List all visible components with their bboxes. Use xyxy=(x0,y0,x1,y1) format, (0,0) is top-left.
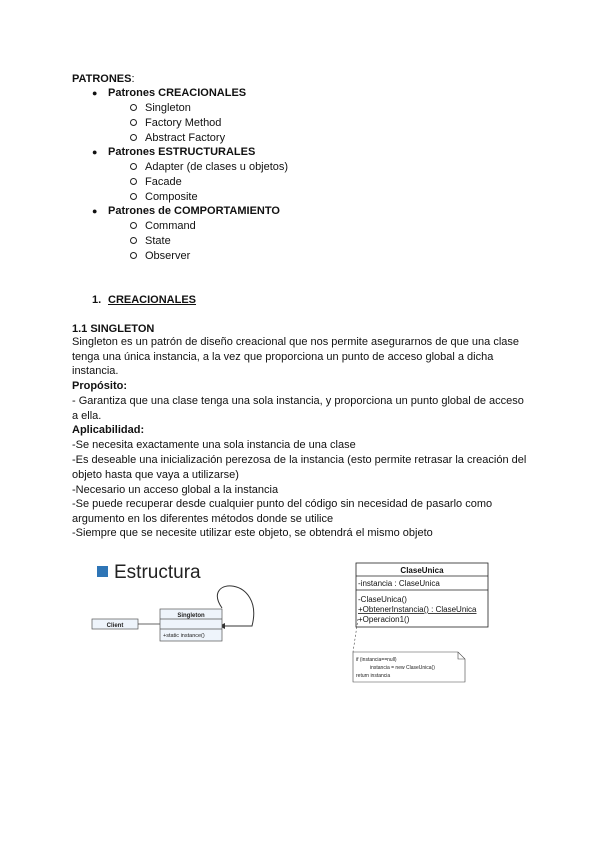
note-connector xyxy=(353,619,358,652)
aplicabilidad-item: -Es deseable una inicialización perezosa de la instancia (esto permite retrasar la creación del objeto hasta que vaya a utilizarse) xyxy=(72,454,527,481)
list-item: Adapter (de clases u objetos) xyxy=(145,161,289,173)
circle-bullet-icon xyxy=(130,252,137,259)
aplicabilidad-item: -Se puede recuperar desde cualquier punto del código sin necesidad de pasarlo como argumento en los diferentes métodos donde se utilice xyxy=(72,498,493,525)
diagram-title: Estructura xyxy=(114,562,201,583)
list-item: Facade xyxy=(145,176,182,188)
title-square-icon xyxy=(97,566,108,577)
title: PATRONES: xyxy=(72,73,135,85)
bullet-icon: ● xyxy=(92,147,98,157)
circle-bullet-icon xyxy=(130,178,137,185)
proposito-text: - Garantiza que una clase tenga una sola instancia, y proporciona un punto global de acceso a ella. xyxy=(72,395,524,422)
note-line: if (instancia==null) xyxy=(356,657,397,663)
client-label: Client xyxy=(106,623,124,629)
circle-bullet-icon xyxy=(130,222,137,229)
list-item: Command xyxy=(145,220,196,232)
bullet-icon: ● xyxy=(92,88,98,98)
group-label: Patrones de COMPORTAMIENTO xyxy=(108,205,280,217)
list-item: State xyxy=(145,235,171,247)
note-line: instancia = new ClaseUnica() xyxy=(370,665,435,671)
subsection-heading: 1.1 SINGLETON xyxy=(72,323,155,335)
singleton-class-name: Singleton xyxy=(177,613,205,619)
self-association-arrow xyxy=(217,586,253,626)
circle-bullet-icon xyxy=(130,119,137,126)
aplicabilidad-item: -Se necesita exactamente una sola instancia de una clase xyxy=(72,439,356,451)
uml-attribute: -instancia : ClaseUnica xyxy=(358,579,440,588)
group-label: Patrones ESTRUCTURALES xyxy=(108,146,256,158)
circle-bullet-icon xyxy=(130,104,137,111)
list-item: Singleton xyxy=(145,102,191,114)
uml-operation: +ObtenerInstancia() : ClaseUnica xyxy=(358,605,477,614)
list-item: Composite xyxy=(145,191,198,203)
circle-bullet-icon xyxy=(130,134,137,141)
bullet-icon: ● xyxy=(92,206,98,216)
proposito-label: Propósito: xyxy=(72,380,127,392)
uml-class-diagram xyxy=(350,560,495,686)
uml-operation: -ClaseUnica() xyxy=(358,595,407,604)
structure-diagram xyxy=(90,556,270,648)
note-line: return instancia xyxy=(356,673,391,679)
uml-operation: +Operacion1() xyxy=(358,615,410,624)
section-title: CREACIONALES xyxy=(108,294,197,306)
singleton-method: +static instance() xyxy=(163,633,205,639)
aplicabilidad-item: -Siempre que se necesite utilizar este objeto, se obtendrá el mismo objeto xyxy=(72,527,433,539)
list-item: Observer xyxy=(145,250,191,262)
section-number: 1. xyxy=(92,294,102,306)
aplicabilidad-label: Aplicabilidad: xyxy=(72,424,145,436)
circle-bullet-icon xyxy=(130,237,137,244)
group-label: Patrones CREACIONALES xyxy=(108,87,247,99)
intro-paragraph: Singleton es un patrón de diseño creacional que nos permite asegurarnos de que una clase tenga una única instancia, a la vez que proporciona un punto de acceso global a dicha instancia. xyxy=(72,336,520,378)
aplicabilidad-item: -Necesario un acceso global a la instancia xyxy=(72,484,279,496)
list-item: Abstract Factory xyxy=(145,132,226,144)
circle-bullet-icon xyxy=(130,193,137,200)
circle-bullet-icon xyxy=(130,163,137,170)
uml-class-name: ClaseUnica xyxy=(400,566,444,575)
list-item: Factory Method xyxy=(145,117,222,129)
